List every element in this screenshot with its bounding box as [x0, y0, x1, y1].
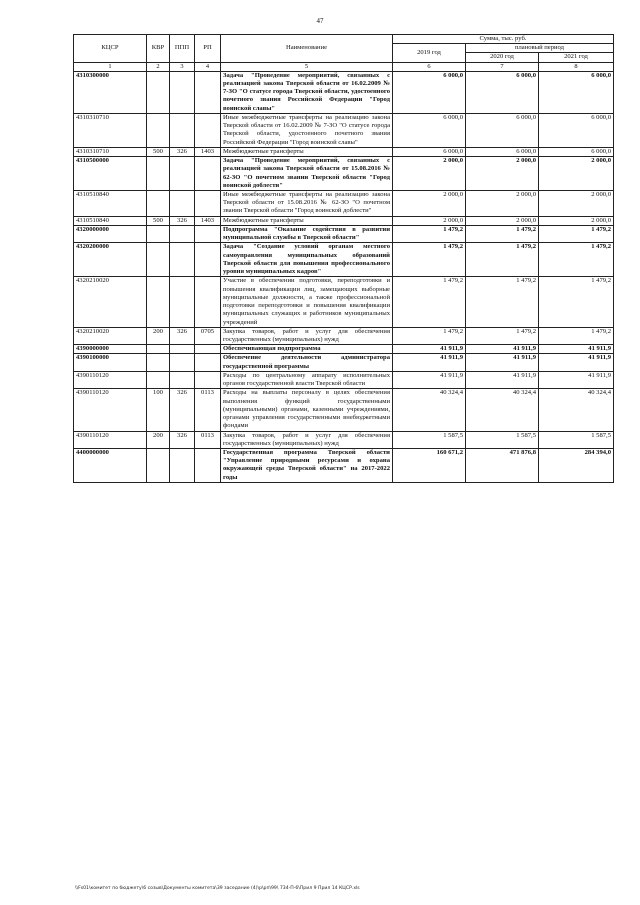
column-number-row	[74, 62, 614, 71]
rp-cell	[195, 277, 221, 327]
value-2021-cell: 41 911,9	[539, 345, 614, 354]
header-sum: Сумма, тыс. руб.	[393, 35, 614, 44]
value-2020-cell: 6 000,0	[466, 113, 539, 147]
column-number: 7	[466, 62, 539, 71]
kcsr-cell: 4390110120	[74, 389, 147, 431]
column-number: 2	[147, 62, 170, 71]
value-2019-cell: 1 479,2	[393, 225, 466, 242]
value-2019-cell: 41 911,9	[393, 345, 466, 354]
table-row	[74, 277, 614, 327]
kvr-cell: 500	[147, 216, 170, 225]
page-number: 47	[316, 17, 324, 25]
table-row	[74, 147, 614, 156]
rp-cell	[195, 449, 221, 483]
value-2021-cell: 6 000,0	[539, 71, 614, 113]
table-body	[74, 71, 614, 482]
ppp-cell	[170, 113, 195, 147]
kvr-cell	[147, 449, 170, 483]
value-2019-cell: 1 587,5	[393, 431, 466, 448]
table-row	[74, 216, 614, 225]
name-cell: Обеспечение деятельности администратора государственной программы	[221, 354, 393, 371]
kcsr-cell: 4390000000	[74, 345, 147, 354]
kvr-cell	[147, 371, 170, 388]
value-2020-cell: 2 000,0	[466, 190, 539, 216]
ppp-cell	[170, 449, 195, 483]
value-2021-cell: 41 911,9	[539, 354, 614, 371]
header-2020: 2020 год	[466, 53, 539, 62]
value-2021-cell: 1 479,2	[539, 277, 614, 327]
table-row	[74, 389, 614, 431]
rp-cell	[195, 243, 221, 277]
table-row	[74, 225, 614, 242]
header-ppp: ППП	[170, 35, 195, 63]
rp-cell: 0113	[195, 389, 221, 431]
ppp-cell: 326	[170, 216, 195, 225]
value-2020-cell: 6 000,0	[466, 147, 539, 156]
table-row	[74, 243, 614, 277]
value-2020-cell: 471 876,8	[466, 449, 539, 483]
value-2021-cell: 1 587,5	[539, 431, 614, 448]
table-row	[74, 371, 614, 388]
value-2020-cell: 1 479,2	[466, 327, 539, 344]
rp-cell: 1403	[195, 147, 221, 156]
header-row-1	[74, 35, 614, 44]
column-number: 5	[221, 62, 393, 71]
value-2019-cell: 2 000,0	[393, 216, 466, 225]
value-2020-cell: 1 479,2	[466, 277, 539, 327]
kvr-cell	[147, 345, 170, 354]
ppp-cell	[170, 190, 195, 216]
rp-cell: 1403	[195, 216, 221, 225]
ppp-cell: 326	[170, 431, 195, 448]
value-2019-cell: 2 000,0	[393, 190, 466, 216]
value-2020-cell: 1 587,5	[466, 431, 539, 448]
kcsr-cell: 4310310710	[74, 113, 147, 147]
table-row	[74, 345, 614, 354]
rp-cell: 0113	[195, 431, 221, 448]
kcsr-cell: 4320210020	[74, 327, 147, 344]
name-cell: Подпрограмма "Оказание содействия в развитии муниципальной службы в Тверской области"	[221, 225, 393, 242]
ppp-cell: 326	[170, 389, 195, 431]
kvr-cell	[147, 71, 170, 113]
header-plan-period: плановый период	[466, 44, 614, 53]
value-2021-cell: 1 479,2	[539, 225, 614, 242]
value-2020-cell: 2 000,0	[466, 157, 539, 191]
ppp-cell	[170, 277, 195, 327]
kcsr-cell: 4310500000	[74, 157, 147, 191]
rp-cell	[195, 157, 221, 191]
kvr-cell: 500	[147, 147, 170, 156]
kvr-cell	[147, 113, 170, 147]
value-2021-cell: 6 000,0	[539, 147, 614, 156]
name-cell: Закупка товаров, работ и услуг для обеспечения государственных (муниципальных) нужд	[221, 327, 393, 344]
value-2021-cell: 2 000,0	[539, 190, 614, 216]
name-cell: Закупка товаров, работ и услуг для обеспечения государственных (муниципальных) нужд	[221, 431, 393, 448]
value-2019-cell: 160 671,2	[393, 449, 466, 483]
table-row	[74, 431, 614, 448]
value-2020-cell: 41 911,9	[466, 345, 539, 354]
table-row	[74, 190, 614, 216]
table-row	[74, 157, 614, 191]
value-2020-cell: 1 479,2	[466, 243, 539, 277]
ppp-cell: 326	[170, 327, 195, 344]
value-2021-cell: 2 000,0	[539, 216, 614, 225]
value-2021-cell: 1 479,2	[539, 243, 614, 277]
name-cell: Расходы на выплаты персоналу в целях обеспечения выполнения функций государственными (муниципальными) органами, казенными учреждениями, органами управления государственными внебюджетными фондами	[221, 389, 393, 431]
kvr-cell: 200	[147, 327, 170, 344]
kcsr-cell: 4310510840	[74, 190, 147, 216]
value-2021-cell: 40 324,4	[539, 389, 614, 431]
kcsr-cell: 4310510840	[74, 216, 147, 225]
column-number: 1	[74, 62, 147, 71]
value-2019-cell: 41 911,9	[393, 354, 466, 371]
rp-cell: 0705	[195, 327, 221, 344]
kvr-cell	[147, 157, 170, 191]
table-row	[74, 113, 614, 147]
value-2019-cell: 6 000,0	[393, 113, 466, 147]
table-row	[74, 327, 614, 344]
rp-cell	[195, 345, 221, 354]
kcsr-cell: 4320200000	[74, 243, 147, 277]
name-cell: Расходы по центральному аппарату исполнительных органов государственной власти Тверской области	[221, 371, 393, 388]
header-kvr: КВР	[147, 35, 170, 63]
kcsr-cell: 4390110120	[74, 431, 147, 448]
kcsr-cell: 4320210020	[74, 277, 147, 327]
value-2021-cell: 6 000,0	[539, 113, 614, 147]
kcsr-cell: 4400000000	[74, 449, 147, 483]
name-cell: Задача "Проведение мероприятий, связанных с реализацией закона Тверской области от 15.08.2016 № 62-ЗО "О почетном звании Тверской области "Город воинской доблести"	[221, 157, 393, 191]
budget-table	[73, 34, 614, 483]
column-number: 4	[195, 62, 221, 71]
name-cell: Обеспечивающая подпрограмма	[221, 345, 393, 354]
ppp-cell	[170, 157, 195, 191]
value-2020-cell: 41 911,9	[466, 354, 539, 371]
kcsr-cell: 4320000000	[74, 225, 147, 242]
rp-cell	[195, 71, 221, 113]
name-cell: Иные межбюджетные трансферты на реализацию закона Тверской области от 16.02.2009 № 7-ЗО "О статусе города Тверской области, удостоенного почетного звания Российской Федерации "Город воинской славы"	[221, 113, 393, 147]
header-2021: 2021 год	[539, 53, 614, 62]
rp-cell	[195, 354, 221, 371]
value-2019-cell: 1 479,2	[393, 243, 466, 277]
ppp-cell: 326	[170, 147, 195, 156]
rp-cell	[195, 190, 221, 216]
value-2019-cell: 41 911,9	[393, 371, 466, 388]
name-cell: Задача "Создание условий органам местного самоуправления муниципальных образований Тверской области для повышения профессионального уровня муниципальных кадров"	[221, 243, 393, 277]
ppp-cell	[170, 354, 195, 371]
name-cell: Задача "Проведение мероприятий, связанных с реализацией закона Тверской области от 16.02.2009 № 7-ЗО "О статусе города Тверской области, удостоенного почетного звания Российской Федерации "Город воинской славы"	[221, 71, 393, 113]
name-cell: Межбюджетные трансферты	[221, 147, 393, 156]
column-number: 3	[170, 62, 195, 71]
value-2021-cell: 2 000,0	[539, 157, 614, 191]
table-row	[74, 71, 614, 113]
ppp-cell	[170, 345, 195, 354]
column-number: 6	[393, 62, 466, 71]
rp-cell	[195, 371, 221, 388]
value-2019-cell: 40 324,4	[393, 389, 466, 431]
kvr-cell	[147, 243, 170, 277]
header-rp: РП	[195, 35, 221, 63]
ppp-cell	[170, 71, 195, 113]
name-cell: Межбюджетные трансферты	[221, 216, 393, 225]
table-row	[74, 449, 614, 483]
value-2020-cell: 40 324,4	[466, 389, 539, 431]
kcsr-cell: 4310310710	[74, 147, 147, 156]
header-name: Наименование	[221, 35, 393, 63]
rp-cell	[195, 225, 221, 242]
name-cell: Государственная программа Тверской области "Управление природными ресурсами и охрана окружающей среды Тверской области" на 2017-2022 годы	[221, 449, 393, 483]
file-path-footer: \\Fs01\комитет по бюджету\6 созыв\Документы комитета\39 заседание (4)\р\рп\99\ 734-П-6\Прил 9 Прил 14 КЦСР.xls	[75, 886, 360, 891]
kvr-cell	[147, 225, 170, 242]
value-2019-cell: 6 000,0	[393, 147, 466, 156]
ppp-cell	[170, 225, 195, 242]
value-2021-cell: 284 394,0	[539, 449, 614, 483]
rp-cell	[195, 113, 221, 147]
ppp-cell	[170, 371, 195, 388]
value-2020-cell: 2 000,0	[466, 216, 539, 225]
header-kcsr: КЦСР	[74, 35, 147, 63]
column-number: 8	[539, 62, 614, 71]
value-2019-cell: 1 479,2	[393, 327, 466, 344]
value-2019-cell: 2 000,0	[393, 157, 466, 191]
kcsr-cell: 4390110120	[74, 371, 147, 388]
table-row	[74, 354, 614, 371]
kvr-cell	[147, 277, 170, 327]
value-2020-cell: 1 479,2	[466, 225, 539, 242]
kcsr-cell: 4310300000	[74, 71, 147, 113]
name-cell: Участие в обеспечении подготовки, переподготовки и повышения квалификации лиц, замещающих выборные муниципальные должности, а также профессиональной подготовки переподготовки и повышения квалификации муниципальных служащих и работников муниципальных учреждений	[221, 277, 393, 327]
value-2019-cell: 1 479,2	[393, 277, 466, 327]
value-2021-cell: 1 479,2	[539, 327, 614, 344]
header-2019: 2019 год	[393, 44, 466, 62]
ppp-cell	[170, 243, 195, 277]
value-2019-cell: 6 000,0	[393, 71, 466, 113]
kvr-cell: 100	[147, 389, 170, 431]
value-2020-cell: 6 000,0	[466, 71, 539, 113]
name-cell: Иные межбюджетные трансферты на реализацию закона Тверской области от 15.08.2016 № 62-ЗО "О почетном звании Тверской области "Город воинской доблести"	[221, 190, 393, 216]
kvr-cell: 200	[147, 431, 170, 448]
value-2021-cell: 41 911,9	[539, 371, 614, 388]
kvr-cell	[147, 354, 170, 371]
kvr-cell	[147, 190, 170, 216]
kcsr-cell: 4390100000	[74, 354, 147, 371]
value-2020-cell: 41 911,9	[466, 371, 539, 388]
